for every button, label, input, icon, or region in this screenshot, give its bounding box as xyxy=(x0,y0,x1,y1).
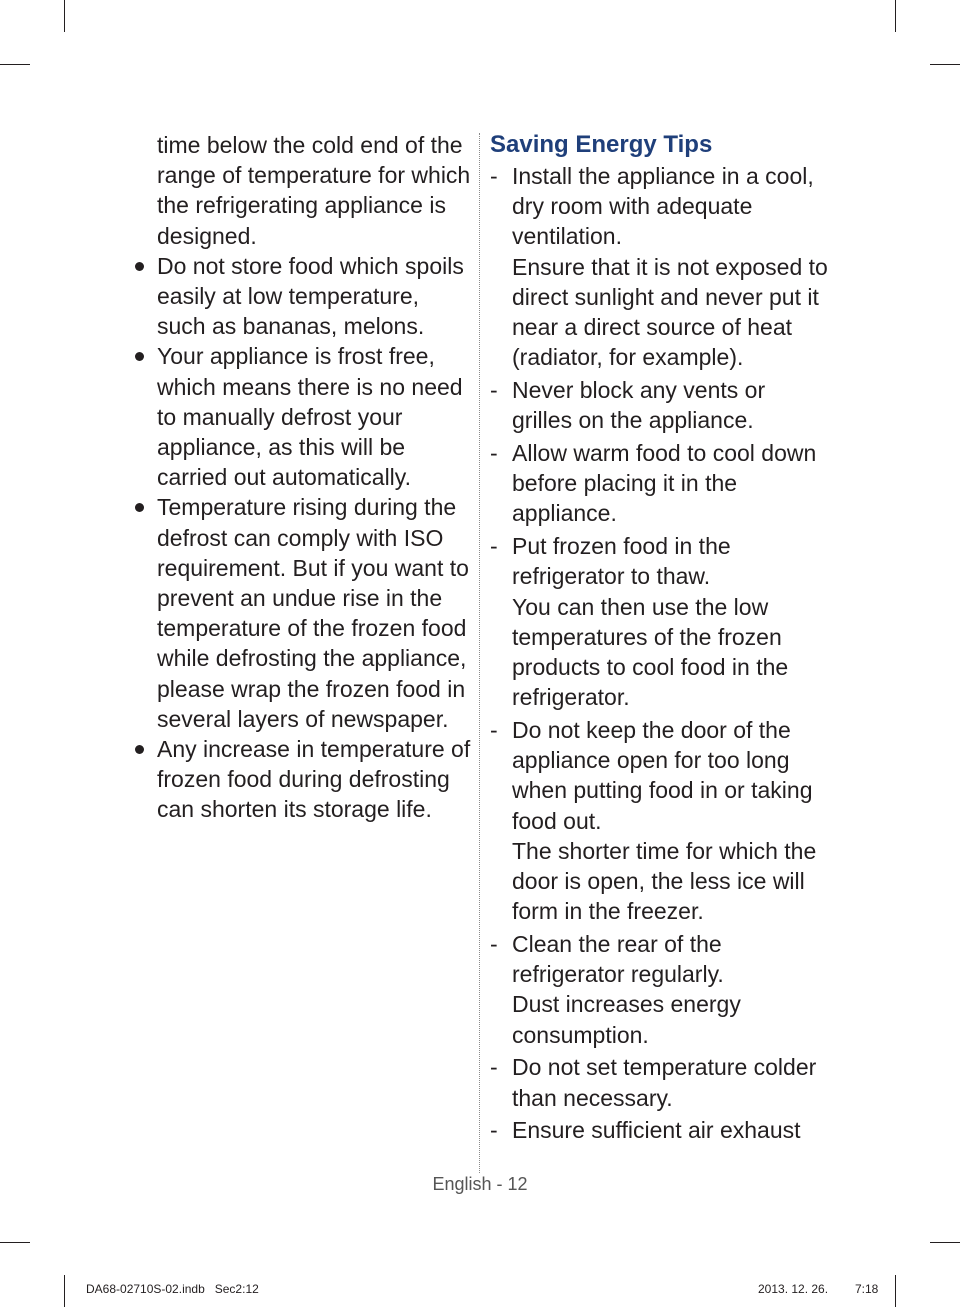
slug-date: 2013. 12. 26. xyxy=(758,1282,829,1296)
crop-mark-bottom-right-vertical xyxy=(895,1275,896,1307)
tip-item xyxy=(490,929,830,1050)
tip-text: Allow warm food to cool down before placing it in the appliance. xyxy=(512,440,817,527)
tip-item xyxy=(490,715,830,926)
section-heading: Saving Energy Tips xyxy=(490,131,713,158)
right-column xyxy=(490,130,830,1148)
tip-text: Clean the rear of the refrigerator regularly. xyxy=(512,931,724,988)
page-number: English - 12 xyxy=(432,1174,528,1194)
crop-mark-top-right-vertical xyxy=(895,0,896,32)
tip-note: You can then use the low temperatures of the frozen products to cool food in the refrigerator. xyxy=(512,593,789,711)
bullet-text: Do not store food which spoils easily at low temperature, such as bananas, melons. xyxy=(157,252,464,340)
crop-mark-bottom-right-horizontal xyxy=(930,1242,960,1243)
tip-item xyxy=(490,438,830,529)
dash-marker: - xyxy=(490,440,498,467)
dash-marker: - xyxy=(490,533,498,560)
bullet-item xyxy=(157,492,472,734)
column-divider xyxy=(479,133,480,1173)
crop-mark-top-left-horizontal xyxy=(0,64,30,65)
crop-mark-top-right-horizontal xyxy=(930,64,960,65)
tip-note: The shorter time for which the door is open, the less ice will form in the freezer. xyxy=(512,837,817,925)
tip-item xyxy=(490,1052,830,1112)
bullet-icon xyxy=(135,745,144,754)
tip-item xyxy=(490,161,830,372)
crop-mark-bottom-left-vertical xyxy=(64,1275,65,1307)
tip-text: Do not keep the door of the appliance open for too long when putting food in or taking food out. xyxy=(512,717,813,834)
tip-text: Put frozen food in the refrigerator to thaw. xyxy=(512,533,731,590)
dash-marker: - xyxy=(490,163,498,189)
dash-marker: - xyxy=(490,717,498,744)
dash-marker: - xyxy=(490,1054,498,1081)
slug-file-info: DA68-02710S-02.indb Sec2:12 xyxy=(86,1282,259,1296)
tip-item xyxy=(490,375,830,435)
bullet-icon xyxy=(135,352,144,361)
bullet-icon xyxy=(135,503,144,512)
crop-mark-bottom-left-horizontal xyxy=(0,1242,30,1243)
tip-text: Ensure sufficient air exhaust xyxy=(512,1117,801,1144)
bullet-icon xyxy=(135,262,144,271)
dash-marker: - xyxy=(490,377,498,404)
bullet-text: Your appliance is frost free, which means there is no need to manually defrost your appliance, as this will be carried out automatically. xyxy=(157,343,463,491)
intro-paragraph: time below the cold end of the range of temperature for which the refrigerating appliance is designed. xyxy=(157,132,471,249)
tip-text: Install the appliance in a cool, dry room with adequate ventilation. xyxy=(512,163,814,250)
tip-text: Never block any vents or grilles on the appliance. xyxy=(512,377,766,434)
crop-mark-top-left-vertical xyxy=(64,0,65,32)
bullet-text: Temperature rising during the defrost can comply with ISO requirement. But if you want to prevent an undue rise in the temperature of the frozen food while defrosting the appliance, please wrap the frozen food in several layers of newspaper. xyxy=(157,494,469,732)
tip-item xyxy=(490,1115,830,1145)
bullet-item xyxy=(157,251,472,342)
dash-marker: - xyxy=(490,1117,498,1144)
tip-item xyxy=(490,531,830,712)
slug-time: 7:18 xyxy=(855,1282,879,1296)
bullet-item xyxy=(157,734,472,825)
tip-note: Dust increases energy consumption. xyxy=(512,991,741,1048)
dash-marker: - xyxy=(490,931,498,958)
bullet-text: Any increase in temperature of frozen food during defrosting can shorten its storage life. xyxy=(157,736,471,823)
left-column xyxy=(157,130,472,825)
bullet-item xyxy=(157,341,472,492)
tip-text: Do not set temperature colder than necessary. xyxy=(512,1054,817,1111)
tip-note: Ensure that it is not exposed to direct sunlight and never put it near a direct source of heat (radiator, for example). xyxy=(512,253,828,371)
